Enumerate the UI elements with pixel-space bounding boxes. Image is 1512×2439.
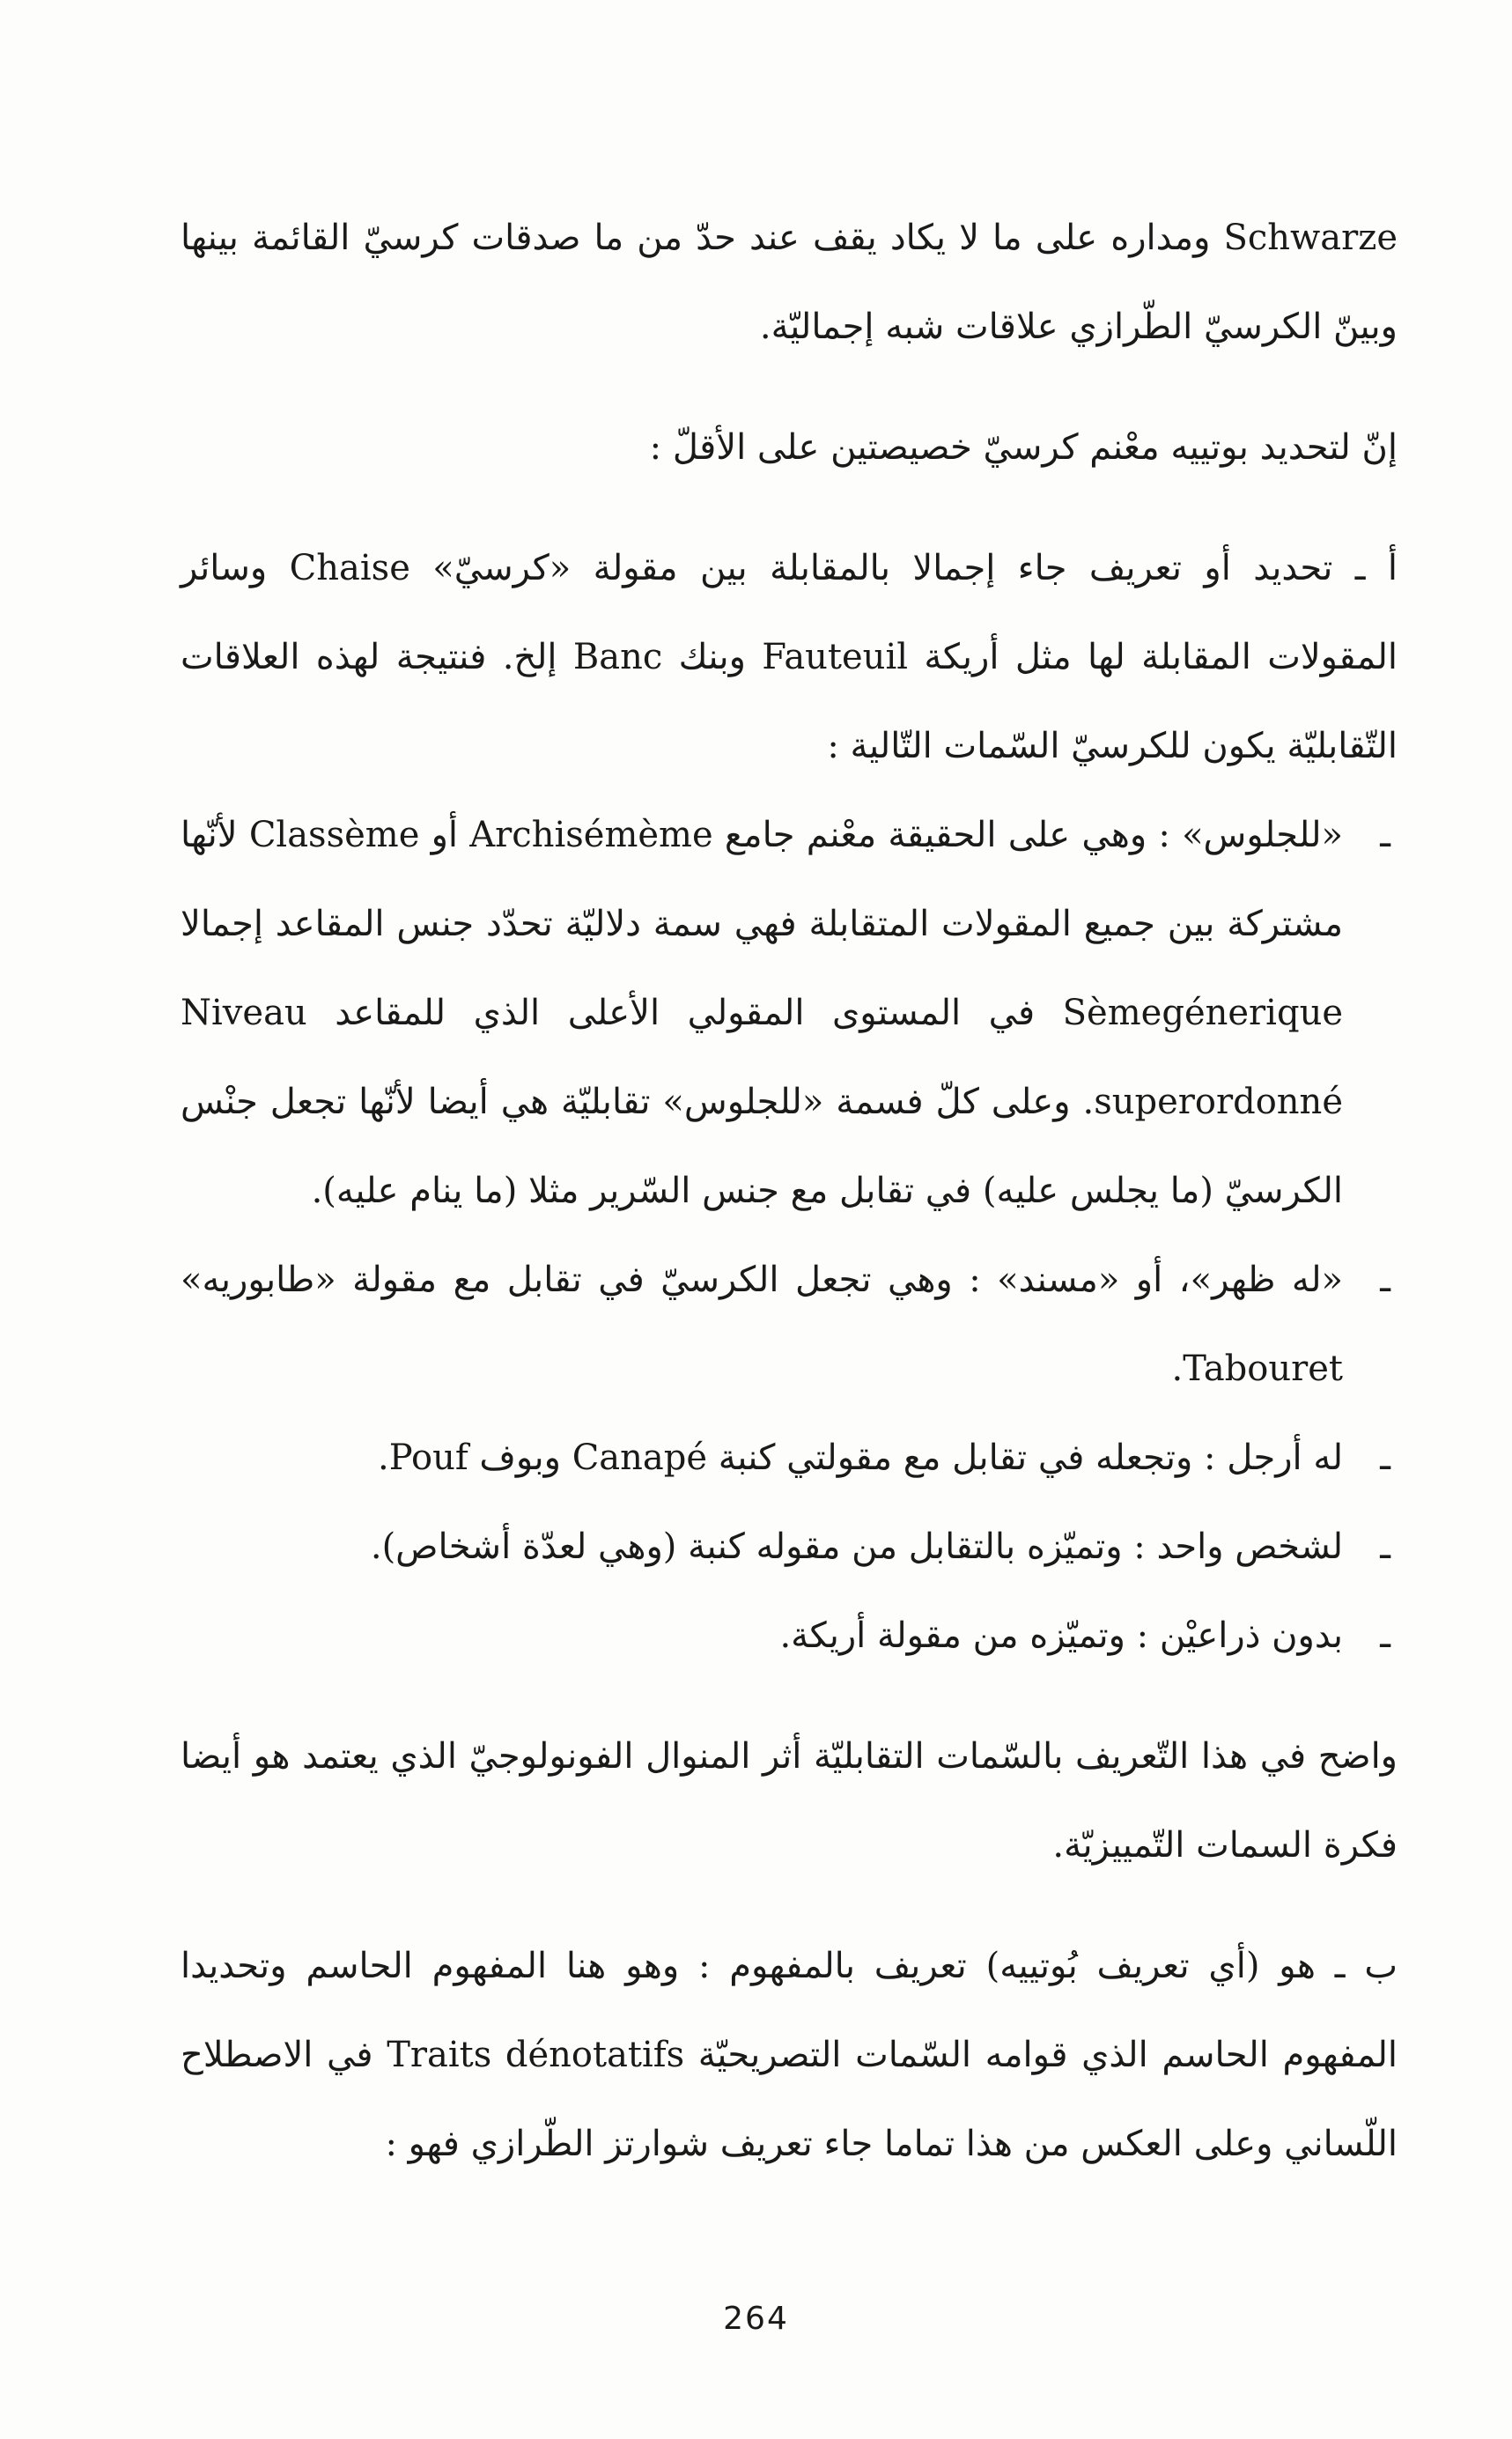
list-dash: ـ — [1380, 1526, 1390, 1567]
list-item-text: «للجلوس» : وهي على الحقيقة معْنم جامع Archisémème أو Classème لأنّها مشتركة بين جميع المقولات المتقابلة فهي سمة دلاليّة تحدّد جنس المقاعد إجمالا Sèmegénerique في المستوى المقولي الأعلى الذي للمقاعد Niveau superordonné. وعلى كلّ فسمة «للجلوس» تقابليّة هي أيضا لأنّها تجعل جنْس الكرسيّ (ما يجلس عليه) في تقابل مع جنس السّرير مثلا (ما ينام عليه). — [181, 815, 1344, 1211]
page-number: 264 — [723, 2301, 789, 2337]
paragraph-two-features: إنّ لتحديد بوتييه معْنم كرسيّ خصيصتين على الأقلّ : — [649, 427, 1398, 468]
list-item — [181, 1236, 1398, 1414]
paragraph-intro: Schwarze ومداره على ما لا يكاد يقف عند حدّ من ما صدقات كرسيّ القائمة بينها وبينّ الكرسيّ الطّرازي علاقات شبه إجماليّة. — [181, 218, 1398, 347]
list-item — [181, 1503, 1398, 1592]
list-dash: ـ — [1380, 1260, 1390, 1300]
paragraph-phonological-note: واضح في هذا التّعريف بالسّمات التقابليّة أثر المنوال الفونولوجيّ الذي يعتمد هو أيضا فكرة السمات التّمييزيّة. — [181, 1736, 1398, 1866]
paragraph-definition-b: ب ـ هو (أي تعريف بُوتييه) تعريف بالمفهوم : وهو هنا المفهوم الحاسم وتحديدا المفهوم الحاسم الذي قوامه السّمات التصريحيّة Traits dénotatifs في الاصطلاح اللّساني وعلى العكس من هذا تماما جاء تعريف شوارتز الطّرازي فهو : — [181, 1946, 1398, 2164]
list-item — [181, 1592, 1398, 1681]
list-item-text: لشخص واحد : وتميّزه بالتقابل من مقوله كنبة (وهي لعدّة أشخاص). — [370, 1526, 1343, 1567]
list-dash: ـ — [1380, 1615, 1390, 1656]
body-text — [181, 194, 1398, 2189]
list-item-text: «له ظهر»، أو «مسند» : وهي تجعل الكرسيّ في تقابل مع مقولة «طابوريه» Tabouret. — [181, 1260, 1343, 1389]
paragraph-definition-a: أ ـ تحديد أو تعريف جاء إجمالا بالمقابلة بين مقولة «كرسيّ» Chaise وسائر المقولات المقابلة لها مثل أريكة Fauteuil وبنك Banc إلخ. فنتيجة لهذه العلاقات التّقابليّة يكون للكرسيّ السّمات التّالية : — [181, 548, 1398, 766]
list-item — [181, 791, 1398, 1236]
list-dash: ـ — [1380, 1438, 1390, 1478]
list-item-text: بدون ذراعيْن : وتميّزه من مقولة أريكة. — [779, 1615, 1343, 1656]
list-item — [181, 1414, 1398, 1503]
list-dash: ـ — [1380, 815, 1390, 855]
list-item-text: له أرجل : وتجعله في تقابل مع مقولتي كنبة Canapé وبوف Pouf. — [378, 1438, 1343, 1478]
